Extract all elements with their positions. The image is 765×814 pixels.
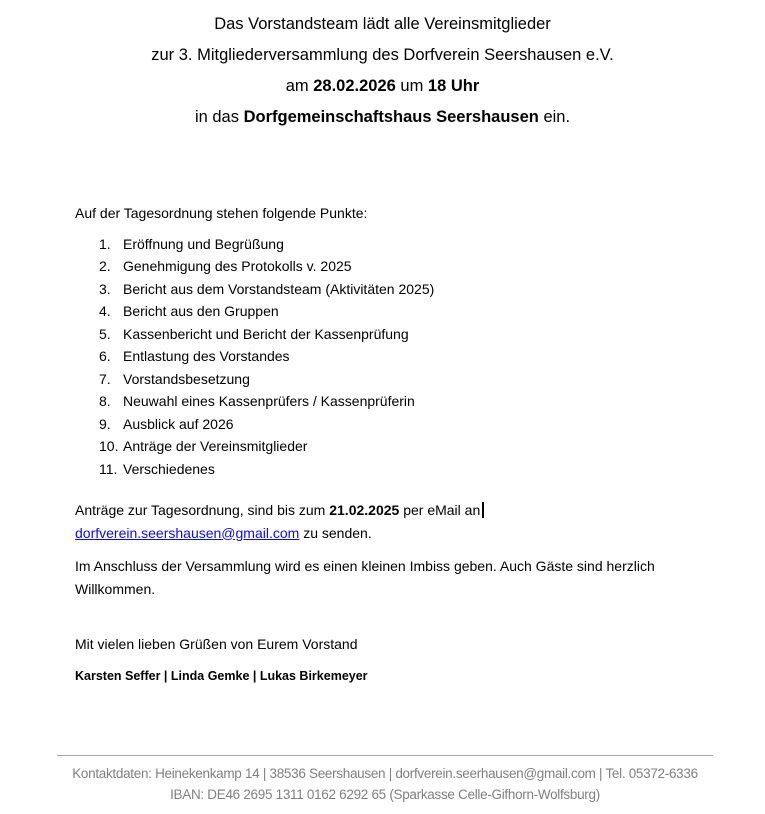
agenda-item-number: 7. <box>99 370 111 387</box>
motions-text-2: per eMail an <box>399 502 481 518</box>
motions-text-3: zu senden. <box>299 524 372 541</box>
agenda-item <box>75 435 707 458</box>
document-body <box>75 202 707 686</box>
title-line-1: Das Vorstandsteam lädt alle Vereinsmitglieder <box>214 15 551 33</box>
title-line4-suffix: ein. <box>538 108 571 126</box>
snack-line-1: Im Anschluss der Versammlung wird es einen kleinen Imbiss geben. Auch Gäste sind herzlich <box>75 558 655 574</box>
board-signatures: Karsten Seffer | Linda Gemke | Lukas Birkemeyer <box>75 668 368 683</box>
agenda-item-label: Ausblick auf 2026 <box>123 415 234 432</box>
agenda-item-label: Eröffnung und Begrüßung <box>123 235 284 252</box>
agenda-item-label: Genehmigung des Protokolls v. 2025 <box>123 258 352 274</box>
agenda-item <box>75 390 707 413</box>
agenda-item <box>75 278 707 301</box>
agenda-item-label: Kassenbericht und Bericht der Kassenprüfung <box>123 325 409 342</box>
agenda-item <box>75 413 707 436</box>
agenda-item-label: Bericht aus dem Vorstandsteam (Aktivitäten 2025) <box>123 280 435 297</box>
agenda-item-label: Vorstandsbesetzung <box>123 370 250 387</box>
agenda-item <box>75 368 707 391</box>
agenda-item <box>75 323 707 346</box>
agenda-item-label: Neuwahl eines Kassenprüfers / Kassenprüferin <box>123 393 415 409</box>
contact-footer <box>57 755 713 805</box>
text-cursor <box>482 502 484 518</box>
agenda-item-label: Bericht aus den Gruppen <box>123 303 279 319</box>
agenda-item-label: Entlastung des Vorstandes <box>123 348 290 364</box>
agenda-item-number: 1. <box>99 235 111 252</box>
motions-text-1: Anträge zur Tagesordnung, sind bis zum <box>75 502 330 518</box>
agenda-item-number: 9. <box>99 415 111 432</box>
agenda-item <box>75 458 707 481</box>
snack-paragraph <box>75 555 707 600</box>
meeting-venue: Dorfgemeinschaftshaus Seershausen <box>243 108 539 126</box>
motions-paragraph <box>75 499 707 544</box>
agenda-item-number: 11. <box>99 460 118 477</box>
agenda-intro: Auf der Tagesordnung stehen folgende Punkte: <box>75 205 368 221</box>
agenda-item-number: 3. <box>99 280 111 297</box>
closing-greeting: Mit vielen lieben Grüßen von Eurem Vorstand <box>75 636 358 652</box>
title-line3-mid: um <box>395 77 428 95</box>
title-line-3 <box>0 71 765 102</box>
agenda-list <box>75 233 707 481</box>
agenda-item-number: 2. <box>99 258 111 274</box>
motions-deadline: 21.02.2025 <box>329 502 400 518</box>
agenda-item-label: Verschiedenes <box>123 460 215 477</box>
title-line4-prefix: in das <box>194 108 244 126</box>
agenda-item-label: Anträge der Vereinsmitglieder <box>123 438 308 454</box>
title-line3-prefix: am <box>285 77 314 95</box>
footer-contact-line: Kontaktdaten: Heinekenkamp 14 | 38536 Seershausen | dorfverein.seerhausen@gmail.com | Tel. 05372-6336 <box>72 766 698 781</box>
agenda-item <box>75 345 707 368</box>
title-line-2: zur 3. Mitgliederversammlung des Dorfverein Seershausen e.V. <box>151 46 614 64</box>
meeting-time: 18 Uhr <box>427 77 480 95</box>
snack-line-2: Willkommen. <box>75 580 156 597</box>
agenda-item <box>75 255 707 278</box>
invitation-title <box>0 0 765 133</box>
agenda-item-number: 10. <box>99 438 119 454</box>
agenda-item <box>75 300 707 323</box>
agenda-item-number: 4. <box>99 303 111 319</box>
email-link[interactable]: dorfverein.seershausen@gmail.com <box>75 524 300 541</box>
agenda-item <box>75 233 707 256</box>
agenda-item-number: 5. <box>99 325 111 342</box>
agenda-item-number: 8. <box>99 393 111 409</box>
meeting-date: 28.02.2026 <box>313 77 396 95</box>
footer-iban-line: IBAN: DE46 2695 1311 0162 6292 65 (Sparkasse Celle-Gifhorn-Wolfsburg) <box>170 787 600 802</box>
title-line-4 <box>0 102 765 133</box>
agenda-item-number: 6. <box>99 348 111 364</box>
